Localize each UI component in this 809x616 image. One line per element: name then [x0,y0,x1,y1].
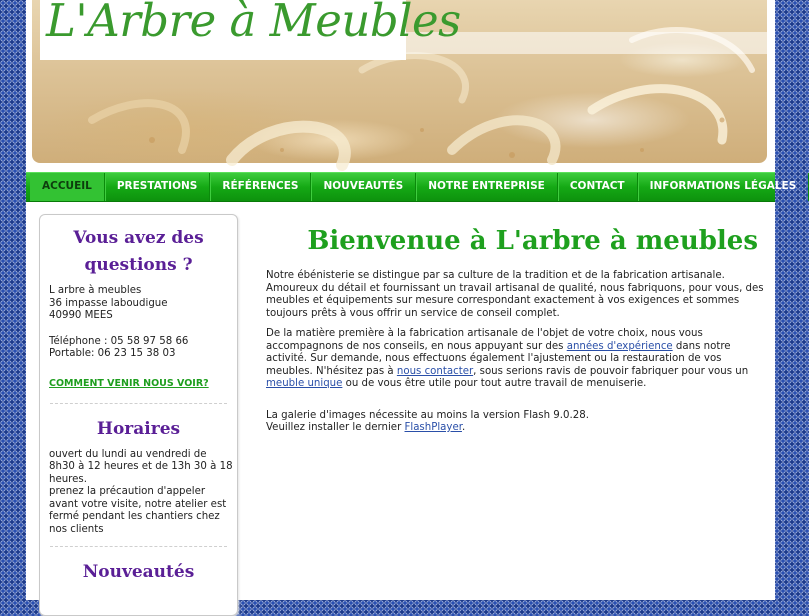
page-title: Bienvenue à L'arbre à meubles [307,226,758,256]
page-container [26,0,797,600]
main-navigation [26,172,797,202]
paragraph-text: dans notre activité. Sur demande, nous effectuons également l'ajustement ou la restauration de vos meubles. N'hésitez pas à [266,340,731,377]
hours-heading: Horaires [96,418,181,439]
flash-install-end: . [461,422,466,433]
sidebar-divider [50,403,227,404]
mobile-line: Portable: 06 23 15 38 03 [49,348,176,359]
phone-numbers [49,336,237,361]
address [49,285,237,323]
nav-item-nouveautes[interactable]: NOUVEAUTÉS [311,173,416,201]
nav-item-informations-legales[interactable]: INFORMATIONS LÉGALES [638,173,809,201]
address-line: 36 impasse laboudigue [49,297,168,309]
contact-link[interactable]: nous contacter [396,365,474,377]
nav-item-notre-entreprise[interactable]: NOTRE ENTREPRISE [416,173,558,201]
sidebar [39,214,238,616]
logo[interactable] [40,0,461,60]
paragraph-text: De la matière première à la fabrication artisanale de l'objet de votre choix, nous vous accompagnons de nos conseils, en nous appuyant sur des [266,328,703,352]
questions-heading: Vous avez des questions ? [73,228,204,275]
main-content [266,226,766,435]
nav-item-references[interactable]: RÉFÉRENCES [210,173,311,201]
intro-paragraph: Notre ébénisterie se distingue par sa culture de la tradition et de la fabrication artisanale. Amoureux du détail et fournissant un travail artisanal de qualité, nous fabriquons, pour vous, des meubles et équipements sur mesure correspondant exactement à vos exigences et sommes toujours prêts à vous offrir un service de conseil complet. [266,270,764,319]
paragraph-text: , sous serions ravis de pouvoir fabriquer pour vous un [473,365,749,377]
nav-item-prestations[interactable]: PRESTATIONS [105,173,211,201]
flashplayer-link[interactable]: FlashPlayer [404,422,462,433]
experience-link[interactable]: années d'expérience [566,340,673,352]
services-paragraph [266,328,766,391]
news-heading: Nouveautés [82,562,195,582]
hours-note: prenez la précaution d'appeler avant votre visite, notre atelier est fermé pendant les chantiers chez nos clients [49,486,227,535]
flash-install-text: Veuillez installer le dernier [266,422,405,433]
address-line: L arbre à meubles [49,285,142,296]
flash-requirement: La galerie d'images nécessite au moins la version Flash 9.0.28. [266,409,589,421]
flash-notice [266,410,766,435]
header-banner [32,0,767,163]
hours-text: ouvert du lundi au vendredi de 8h30 à 12 heures et de 13h 30 à 18 heures. [49,448,233,485]
nav-item-contact[interactable]: CONTACT [558,173,638,201]
paragraph-text: ou de vous être utile pour tout autre travail de menuiserie. [342,378,647,389]
address-line: 40990 MEES [49,310,113,321]
directions-link[interactable]: COMMENT VENIR NOUS VOIR? [49,377,209,389]
phone-line: Téléphone : 05 58 97 58 66 [49,335,189,347]
unique-furniture-link[interactable]: meuble unique [266,378,343,389]
nav-item-accueil[interactable]: ACCUEIL [30,173,105,201]
logo-text: L'Arbre à Meubles [46,0,461,47]
sidebar-divider [50,546,227,547]
